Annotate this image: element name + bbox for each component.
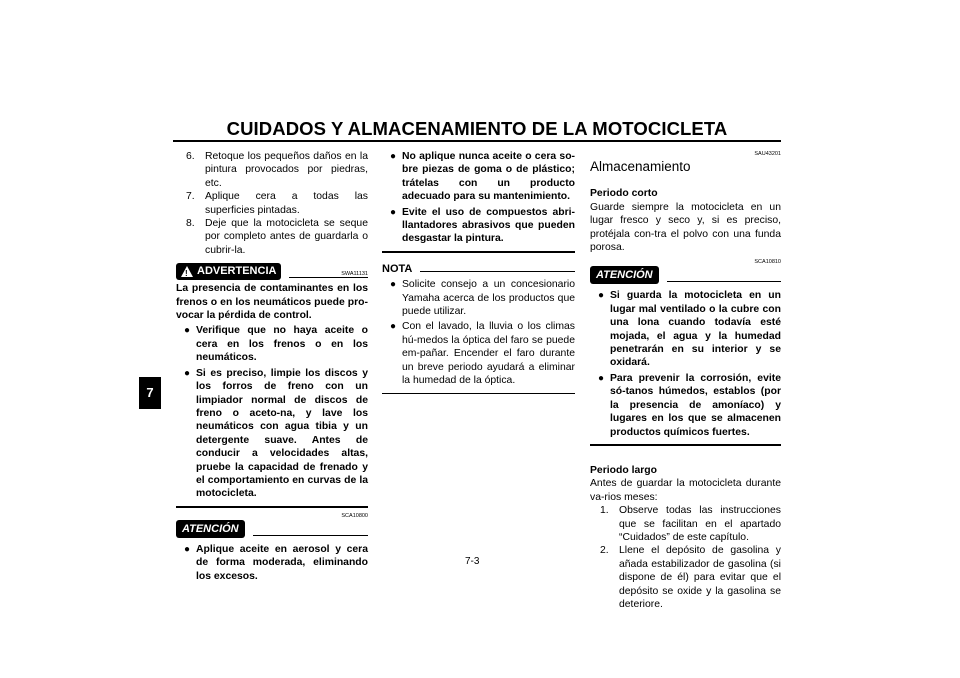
step-7: 7. Aplique cera a todas las superficies pintadas. — [186, 191, 368, 216]
step-8: 8. Deje que la motocicleta se seque por completo antes de guardarla o cubrir-la. — [186, 218, 368, 256]
caution-end-rule — [382, 251, 575, 253]
long-step-2: 2. Llene el depósito de gasolina y añada estabilizador de gasolina (si dispone de él) para evitar que el depósito se oxide y la gasolina se deteriore. — [600, 545, 781, 610]
section-heading: Almacenamiento — [590, 159, 691, 174]
caution-header-right — [590, 266, 781, 284]
long-period-text: Antes de guardar la motocicleta durante va-rios meses: — [590, 478, 781, 503]
caution-code: SCA10800 — [341, 512, 368, 519]
warning-triangle-icon: ! — [181, 266, 193, 277]
bullet-icon: ● — [598, 290, 605, 302]
bullet-icon: ● — [390, 321, 397, 333]
page-number: 7-3 — [465, 556, 480, 567]
nota-bullet-1: ● Solicite consejo a un concesionario Yamaha acerca de los productos que puede utilizar. — [382, 278, 575, 318]
caution-bullet-1: ● Aplique aceite en aerosol y cera de forma moderada, eliminando los excesos. — [176, 543, 368, 583]
bullet-icon: ● — [598, 372, 605, 384]
bullet-icon: ● — [184, 543, 191, 555]
step-6: 6. Retoque los pequeños daños en la pintura provocados por piedras, etc. — [186, 151, 368, 189]
column-middle — [382, 150, 575, 394]
warning-bullet-2: ● Si es preciso, limpie los discos y los forros de freno con un limpiador normal de discos de freno o aceto-na, y lave los neumáticos con agua tibia y un detergente suave. Antes de conducir a velocidades altas, pruebe la capacidad de frenado y el comportamiento en curvas de la motocicleta. — [176, 367, 368, 501]
long-period-title: Periodo largo — [590, 464, 657, 476]
warning-bullet-1: ● Verifique que no haya aceite o cera en los frenos o en los neumáticos. — [176, 324, 368, 364]
storage-caution-bullet-2: ● Para prevenir la corrosión, evite só-tanos húmedos, establos (por la presencia de amoníaco) y lugares en los que se almacenen productos químicos fuertes. — [590, 372, 781, 439]
nota-rule — [420, 271, 575, 272]
column-right — [590, 150, 781, 611]
bullet-icon: ● — [390, 279, 397, 291]
warning-label: ! ADVERTENCIA — [176, 263, 281, 280]
caution-code-right: SCA10810 — [754, 259, 781, 266]
bullet-icon: ● — [184, 367, 191, 379]
caution-label-right: ATENCIÓN — [590, 266, 659, 284]
nota-end-rule — [382, 393, 575, 394]
caution-bullet-3: ● Evite el uso de compuestos abri-llantadores abrasivos que pueden desgastar la pintura. — [382, 206, 575, 246]
warning-end-rule — [176, 506, 368, 508]
short-period-title: Periodo corto — [590, 188, 658, 200]
short-period-text: Guarde siempre la motocicleta en un lugar fresco y seco y, si es preciso, protéjala con-tra el polvo con una funda porosa. — [590, 201, 781, 254]
caution-bullet-2: ● No aplique nunca aceite o cera so-bre piezas de goma o de plástico; trátelas con un producto adecuado para su mantenimiento. — [382, 150, 575, 204]
storage-caution-bullet-1: ● Si guarda la motocicleta en un lugar mal ventilado o la cubre con una lona cuando todavía esté mojada, el agua y la humedad penetrarán en su interior y se oxidará. — [590, 289, 781, 369]
header-rule — [173, 140, 781, 142]
storage-caution-end-rule — [590, 444, 781, 446]
bullet-icon: ● — [184, 325, 191, 337]
page-header-title: CUIDADOS Y ALMACENAMIENTO DE LA MOTOCICLETA — [226, 118, 728, 139]
nota-bullet-2: ● Con el lavado, la lluvia o los climas hú-medos la óptica del faro se puede em-pañar. Encender el faro durante un breve periodo ayudará a eliminar la humedad de la óptica. — [382, 320, 575, 387]
warning-intro: La presencia de contaminantes en los frenos o en los neumáticos puede pro-vocar la pérdida de control. — [176, 283, 368, 322]
caution-rule — [253, 535, 368, 536]
bullet-icon: ● — [390, 151, 397, 162]
section-code: SAU43201 — [754, 151, 781, 157]
column-left — [176, 150, 368, 583]
nota-label: NOTA — [382, 262, 413, 275]
long-step-1: 1. Observe todas las instrucciones que se facilitan en el apartado “Cuidados” de este capítulo. — [600, 505, 781, 543]
warning-code: SWA11131 — [341, 271, 368, 278]
nota-header — [382, 263, 575, 276]
caution-header — [176, 520, 368, 538]
caution-rule-right — [667, 281, 781, 282]
bullet-icon: ● — [390, 206, 397, 218]
caution-label: ATENCIÓN — [176, 520, 245, 538]
chapter-tab: 7 — [139, 377, 161, 409]
